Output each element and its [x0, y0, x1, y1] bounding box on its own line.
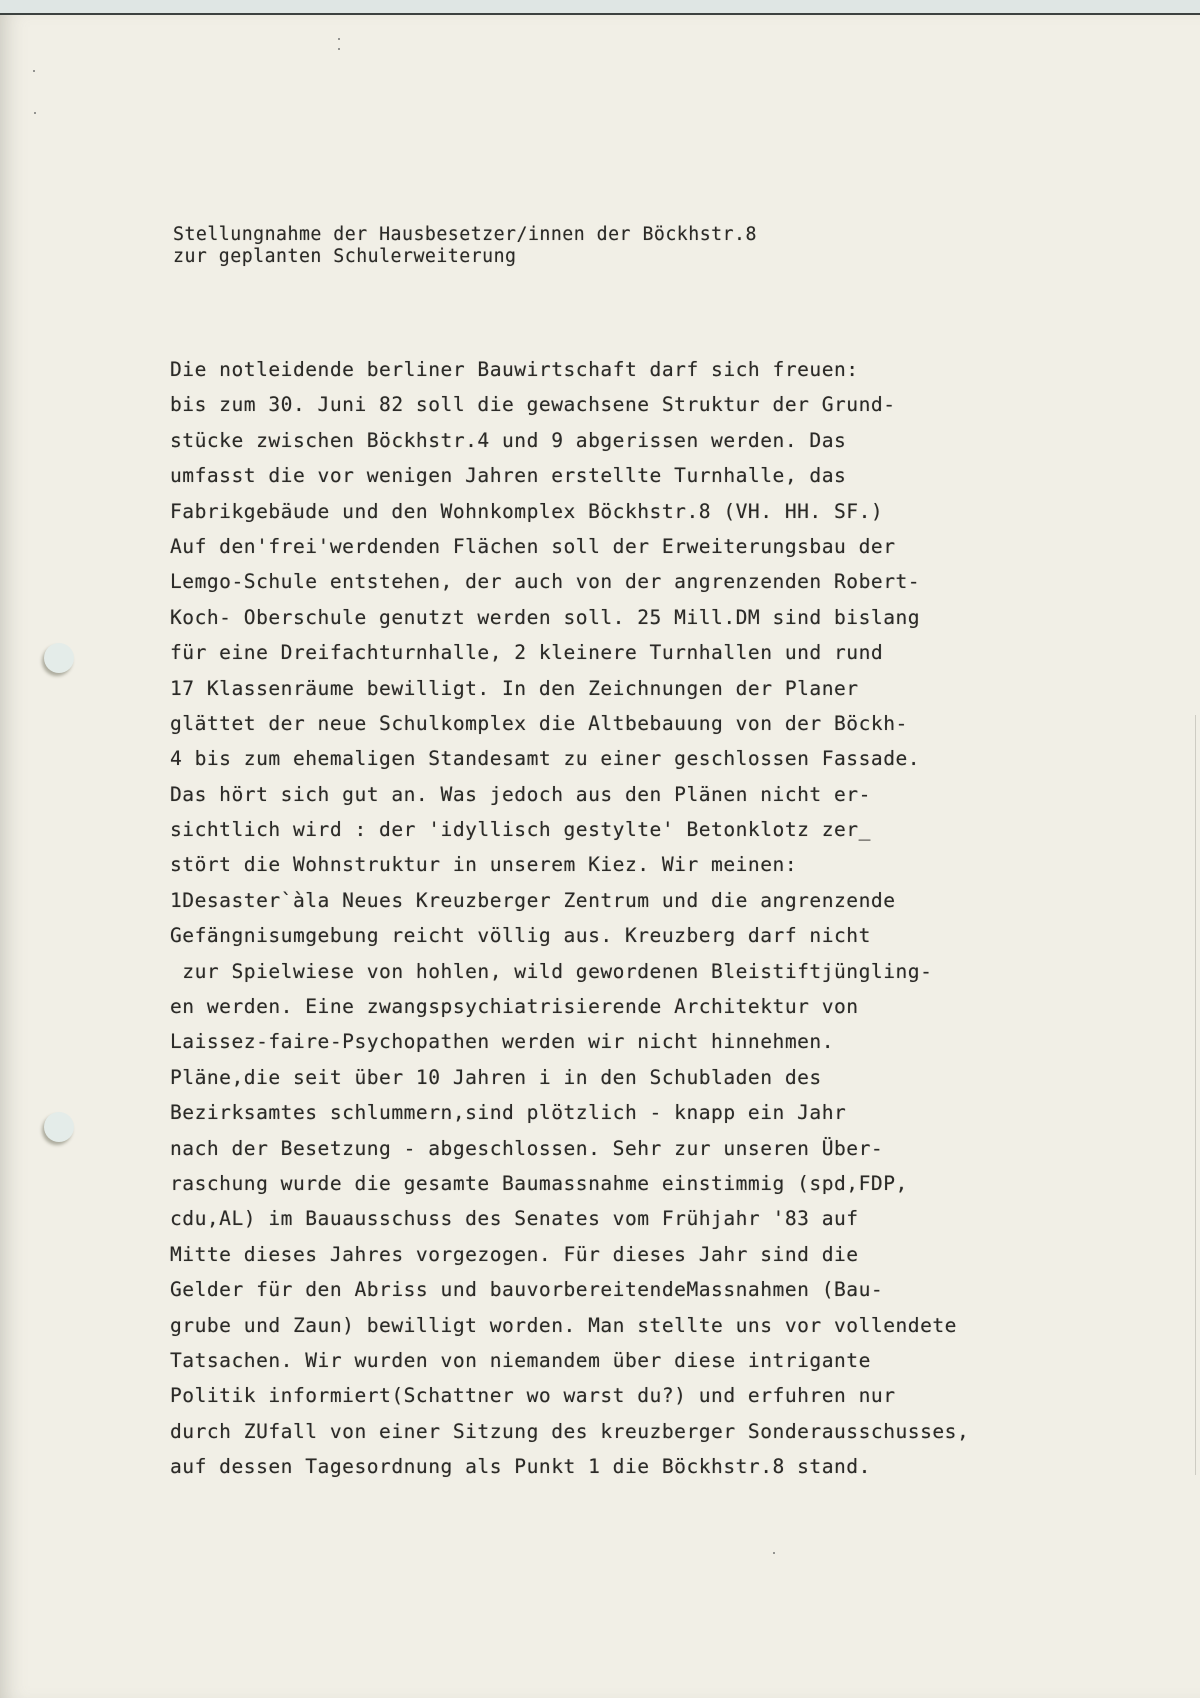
body-line: 4 bis zum ehemaligen Standesamt zu einer geschlossen Fassade. — [170, 747, 921, 771]
document-title — [173, 224, 757, 268]
body-line: Pläne,die seit über 10 Jahren i in den Schubladen des — [170, 1065, 822, 1089]
body-line: en werden. Eine zwangspsychiatrisierende Architektur von — [170, 995, 859, 1019]
body-line: grube und Zaun) bewilligt worden. Man stellte uns vor vollendete — [170, 1313, 957, 1337]
body-line: stücke zwischen Böckhstr.4 und 9 abgerissen werden. Das — [170, 428, 847, 452]
body-line: stört die Wohnstruktur in unserem Kiez. Wir meinen: — [170, 853, 798, 877]
body-line: Politik informiert(Schattner wo warst du?) und erfuhren nur — [170, 1384, 896, 1408]
typewritten-page — [0, 13, 1200, 1698]
body-line: umfasst die vor wenigen Jahren erstellte Turnhalle, das — [170, 464, 847, 488]
body-line: 17 Klassenräume bewilligt. In den Zeichnungen der Planer — [170, 676, 859, 700]
body-line: Tatsachen. Wir wurden von niemandem über diese intrigante — [170, 1348, 871, 1372]
ink-speck — [33, 70, 35, 72]
body-line: zur Spielwiese von hohlen, wild gewordenen Bleistiftjüngling- — [170, 959, 933, 983]
body-line: glättet der neue Schulkomplex die Altbebauung von der Böckh- — [170, 711, 908, 735]
body-line: bis zum 30. Juni 82 soll die gewachsene Struktur der Grund- — [170, 393, 896, 417]
paper-fold-line — [1195, 715, 1196, 1475]
body-line: Auf den'frei'werdenden Flächen soll der Erweiterungsbau der — [170, 534, 896, 558]
body-line: Lemgo-Schule entstehen, der auch von der angrenzenden Robert- — [170, 570, 921, 594]
ink-speck — [773, 1552, 775, 1554]
body-line: Gefängnisumgebung reicht völlig aus. Kreuzberg darf nicht — [170, 924, 871, 948]
body-line: Mitte dieses Jahres vorgezogen. Für dieses Jahr sind die — [170, 1242, 859, 1266]
body-line: durch ZUfall von einer Sitzung des kreuzberger Sonderausschusses, — [170, 1419, 970, 1443]
body-line: Gelder für den Abriss und bauvorbereitendeMassnahmen (Bau- — [170, 1278, 884, 1302]
body-line: 1Desaster`àla Neues Kreuzberger Zentrum und die angrenzende — [170, 888, 896, 912]
title-line: zur geplanten Schulerweiterung — [173, 246, 517, 267]
body-line: Fabrikgebäude und den Wohnkomplex Böckhstr.8 (VH. HH. SF.) — [170, 499, 884, 523]
body-line: Koch- Oberschule genutzt werden soll. 25 Mill.DM sind bislang — [170, 605, 921, 629]
body-line: sichtlich wird : der 'idyllisch gestylte' Betonklotz zer_ — [170, 818, 871, 842]
body-line: Bezirksamtes schlummern,sind plötzlich - knapp ein Jahr — [170, 1101, 847, 1125]
ink-speck — [338, 48, 340, 50]
ink-speck — [34, 112, 36, 114]
punch-hole-icon — [44, 1112, 74, 1142]
body-line: auf dessen Tagesordnung als Punkt 1 die Böckhstr.8 stand. — [170, 1455, 871, 1479]
title-line: Stellungnahme der Hausbesetzer/innen der Böckhstr.8 — [173, 224, 757, 245]
body-line: Das hört sich gut an. Was jedoch aus den Plänen nicht er- — [170, 782, 871, 806]
document-body — [170, 352, 969, 1485]
body-line: Die notleidende berliner Bauwirtschaft darf sich freuen: — [170, 358, 859, 381]
body-line: nach der Besetzung - abgeschlossen. Sehr zur unseren Über- — [170, 1136, 884, 1160]
body-line: für eine Dreifachturnhalle, 2 kleinere Turnhallen und rund — [170, 641, 884, 665]
body-line: cdu,AL) im Bauausschuss des Senates vom Frühjahr '83 auf — [170, 1207, 859, 1231]
body-line: raschung wurde die gesamte Baumassnahme einstimmig (spd,FDP, — [170, 1171, 908, 1195]
body-line: Laissez-faire-Psychopathen werden wir nicht hinnehmen. — [170, 1030, 835, 1054]
punch-hole-icon — [44, 643, 74, 673]
ink-speck — [338, 38, 340, 40]
